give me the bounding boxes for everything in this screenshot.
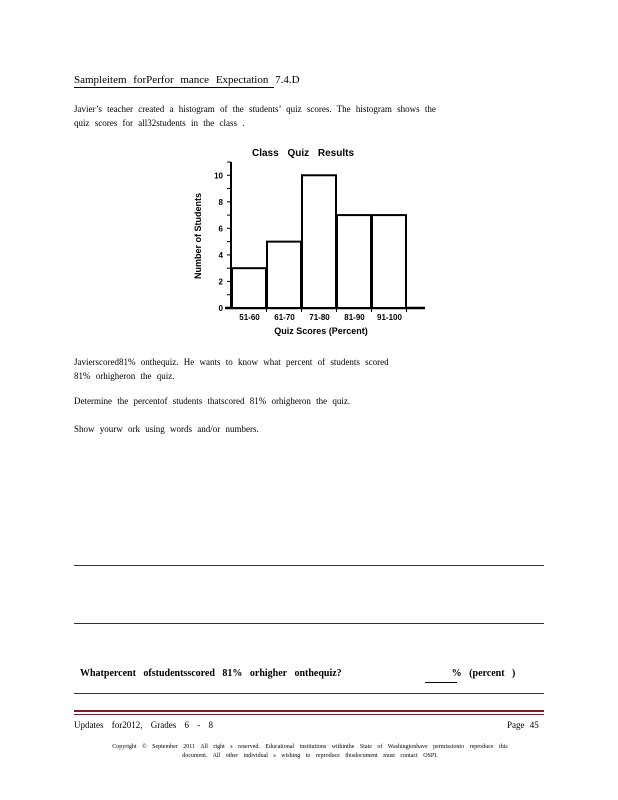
x-category-label: 61-70	[274, 313, 295, 322]
histogram-bar	[372, 215, 406, 308]
x-category-label: 71-80	[309, 313, 330, 322]
copyright-notice	[80, 743, 540, 761]
heading-underline	[74, 87, 274, 88]
x-category-label: 51-60	[239, 313, 260, 322]
copyright-line-2: document. All other individual s wishing to reproduce thisdocument must contact OSPI.	[182, 753, 438, 759]
x-category-label: 91-100	[377, 313, 402, 322]
histogram-bar	[302, 175, 336, 308]
answer-unit: % (percent )	[451, 668, 516, 679]
chart-x-axis-label: Quiz Scores (Percent)	[274, 326, 368, 336]
problem-line-1: Javierscored81% onthequiz. He wants to know what percent of students scored	[74, 357, 389, 367]
y-tick-label: 0	[218, 304, 223, 313]
answer-blank-field[interactable]	[425, 682, 457, 683]
footer-rule-thick	[74, 710, 544, 712]
problem-line-2: 81% orhigheron the quiz.	[74, 371, 175, 381]
problem-determine: Determine the percentof students thatscored 81% orhigheron the quiz.	[74, 396, 351, 406]
footer-updates: Updates for2012, Grades 6 - 8	[74, 720, 213, 730]
footer-page-number: Page 45	[507, 720, 539, 730]
y-tick-label: 10	[214, 171, 223, 181]
page-heading: Sampleitem forPerfor mance Expectation 7.4.D	[74, 74, 300, 86]
y-tick-label: 8	[218, 197, 223, 207]
histogram-bar	[232, 268, 266, 308]
y-tick-label: 4	[218, 250, 223, 260]
histogram-bar	[267, 242, 301, 308]
chart-y-axis-label: Number of Students	[193, 192, 203, 280]
footer-rule-thin	[74, 714, 544, 715]
intro-line-1: Javier’s teacher created a histogram of the students’ quiz scores. The histogram shows the	[74, 104, 436, 114]
x-category-label: 81-90	[344, 313, 365, 322]
final-question	[80, 668, 515, 679]
problem-show-work: Show yourw ork using words and/or numbers.	[74, 424, 259, 434]
histogram-chart	[185, 140, 435, 340]
y-tick-label: 6	[218, 224, 223, 234]
intro-line-2: quiz scores for all32students in the class .	[74, 118, 245, 128]
answer-line-1	[74, 565, 544, 566]
chart-title: Class Quiz Results	[251, 148, 355, 159]
copyright-line-1: Copyright © September 2011 All right s reserved. Educational institutions withinthe State of Washingtonhave permissionto reproduce this	[112, 744, 508, 750]
final-question-text: Whatpercent ofstudentsscored 81% orhigher onthequiz?	[80, 668, 342, 679]
answer-line-2	[74, 623, 544, 624]
histogram-bar	[337, 215, 371, 308]
answer-line-3	[74, 693, 544, 694]
y-tick-label: 2	[218, 277, 223, 287]
